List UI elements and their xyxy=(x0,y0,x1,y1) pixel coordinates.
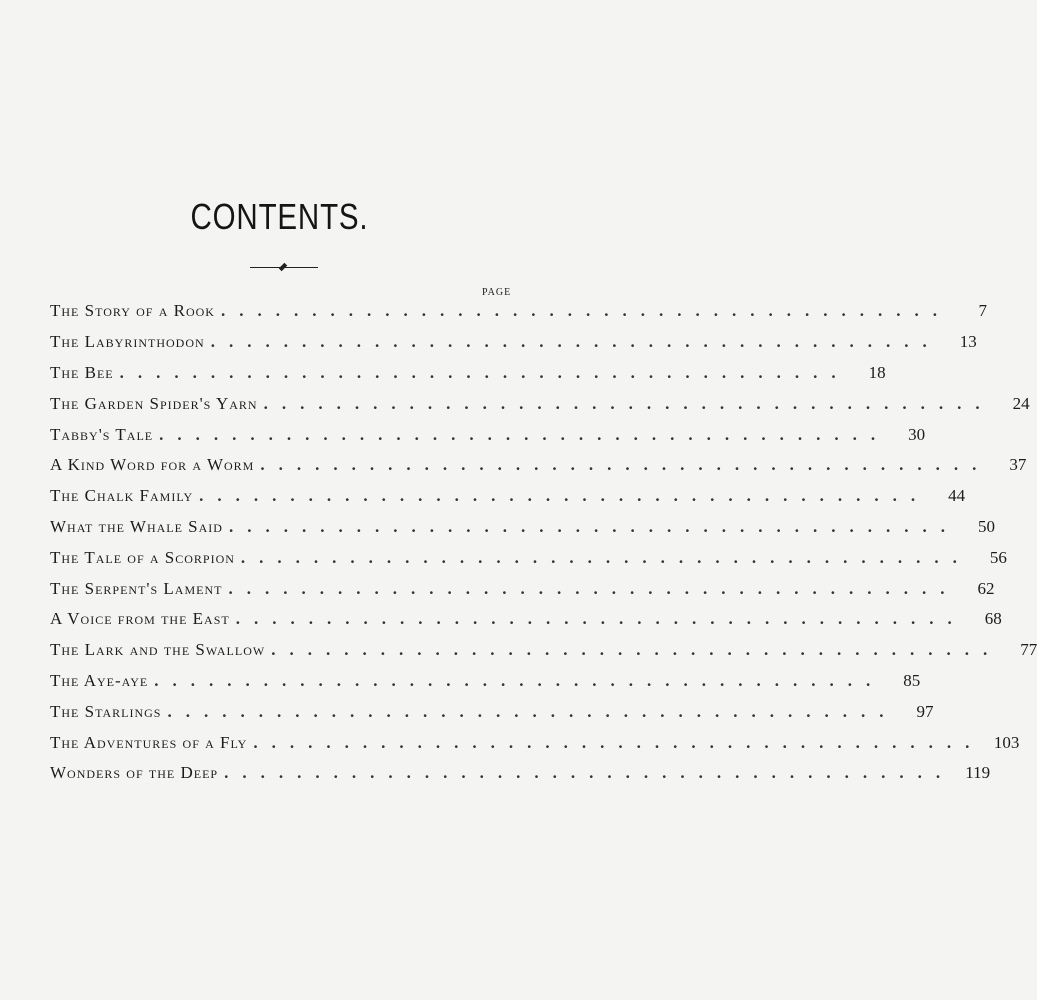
toc-entry-title: The Starlings xyxy=(50,701,162,721)
toc-entry-title: The Garden Spider's Yarn xyxy=(50,393,258,413)
toc-entry-title: The Adventures of a Fly xyxy=(50,732,248,752)
dot-leader: ........................................ xyxy=(167,701,898,721)
toc-entry-title: Wonders of the Deep xyxy=(50,763,219,783)
toc-entry xyxy=(50,296,987,327)
toc-entry-page-number: 50 xyxy=(977,516,995,536)
page-column-header: PAGE xyxy=(482,287,512,298)
dot-leader: ........................................ xyxy=(199,486,930,506)
toc-entry xyxy=(50,573,995,604)
dot-leader: ........................................ xyxy=(271,640,1002,660)
toc-entry-title: The Lark and the Swallow xyxy=(50,640,266,660)
toc-entry-page-number: 30 xyxy=(908,424,926,444)
toc-entry-page-number: 85 xyxy=(903,670,921,690)
toc-entry-title: The Labyrinthodon xyxy=(50,332,205,352)
toc-entry xyxy=(50,512,995,543)
toc-entry xyxy=(50,327,977,358)
toc-entry-title: A Voice from the East xyxy=(50,609,230,629)
dot-leader: ........................................ xyxy=(260,455,991,475)
ornament-divider xyxy=(250,266,318,270)
toc-entry-title: The Story of a Rook xyxy=(50,301,215,321)
toc-entry-title: Tabby's Tale xyxy=(50,424,154,444)
toc-entry-page-number: 13 xyxy=(959,332,977,352)
toc-entry xyxy=(50,358,886,389)
toc-entry-page-number: 37 xyxy=(1009,455,1027,475)
dot-leader: ........................................ xyxy=(119,362,850,382)
toc-entry xyxy=(50,727,1020,758)
toc-entry xyxy=(50,419,926,450)
dot-leader: ........................................ xyxy=(210,332,941,352)
toc-entry xyxy=(50,481,966,512)
toc-entry-page-number: 24 xyxy=(1012,393,1030,413)
toc-entry-title: What the Whale Said xyxy=(50,516,223,536)
toc-entry xyxy=(50,696,934,727)
toc-entry-page-number: 97 xyxy=(916,701,934,721)
toc-entry-page-number: 62 xyxy=(977,578,995,598)
toc-entry xyxy=(50,388,1030,419)
dot-leader: ........................................ xyxy=(240,547,971,567)
toc-entry xyxy=(50,604,1002,635)
toc-entry-title: The Tale of a Scorpion xyxy=(50,547,235,567)
toc-entry-title: The Chalk Family xyxy=(50,486,194,506)
toc-entry-title: A Kind Word for a Worm xyxy=(50,455,255,475)
toc-entry xyxy=(50,666,921,697)
toc-entry xyxy=(50,450,1027,481)
toc-entry-page-number: 18 xyxy=(868,362,886,382)
dot-leader: ........................................ xyxy=(220,301,951,321)
toc-entry-page-number: 68 xyxy=(984,609,1002,629)
page-title: CONTENTS. xyxy=(190,196,369,237)
toc-entry-page-number: 7 xyxy=(978,301,987,321)
dot-leader: ........................................ xyxy=(263,393,994,413)
toc-entry-page-number: 44 xyxy=(948,486,966,506)
toc-entry-page-number: 103 xyxy=(993,732,1020,752)
dot-leader: ........................................ xyxy=(253,732,984,752)
toc-entry-page-number: 119 xyxy=(965,763,991,783)
toc-entry xyxy=(50,635,1037,666)
dot-leader: ........................................ xyxy=(224,763,955,783)
dot-leader: ........................................ xyxy=(228,578,959,598)
toc-entry-title: The Bee xyxy=(50,362,114,382)
dot-leader: ........................................ xyxy=(154,670,885,690)
toc-entry-title: The Serpent's Lament xyxy=(50,578,223,598)
dot-leader: ........................................ xyxy=(235,609,966,629)
toc-entry xyxy=(50,542,1007,573)
toc-entry-page-number: 56 xyxy=(989,547,1007,567)
toc-entry-page-number: 77 xyxy=(1020,640,1037,660)
toc-entry xyxy=(50,758,991,789)
dot-leader: ........................................ xyxy=(228,516,959,536)
table-of-contents xyxy=(50,296,1037,789)
dot-leader: ........................................ xyxy=(159,424,890,444)
toc-entry-title: The Aye-aye xyxy=(50,670,149,690)
